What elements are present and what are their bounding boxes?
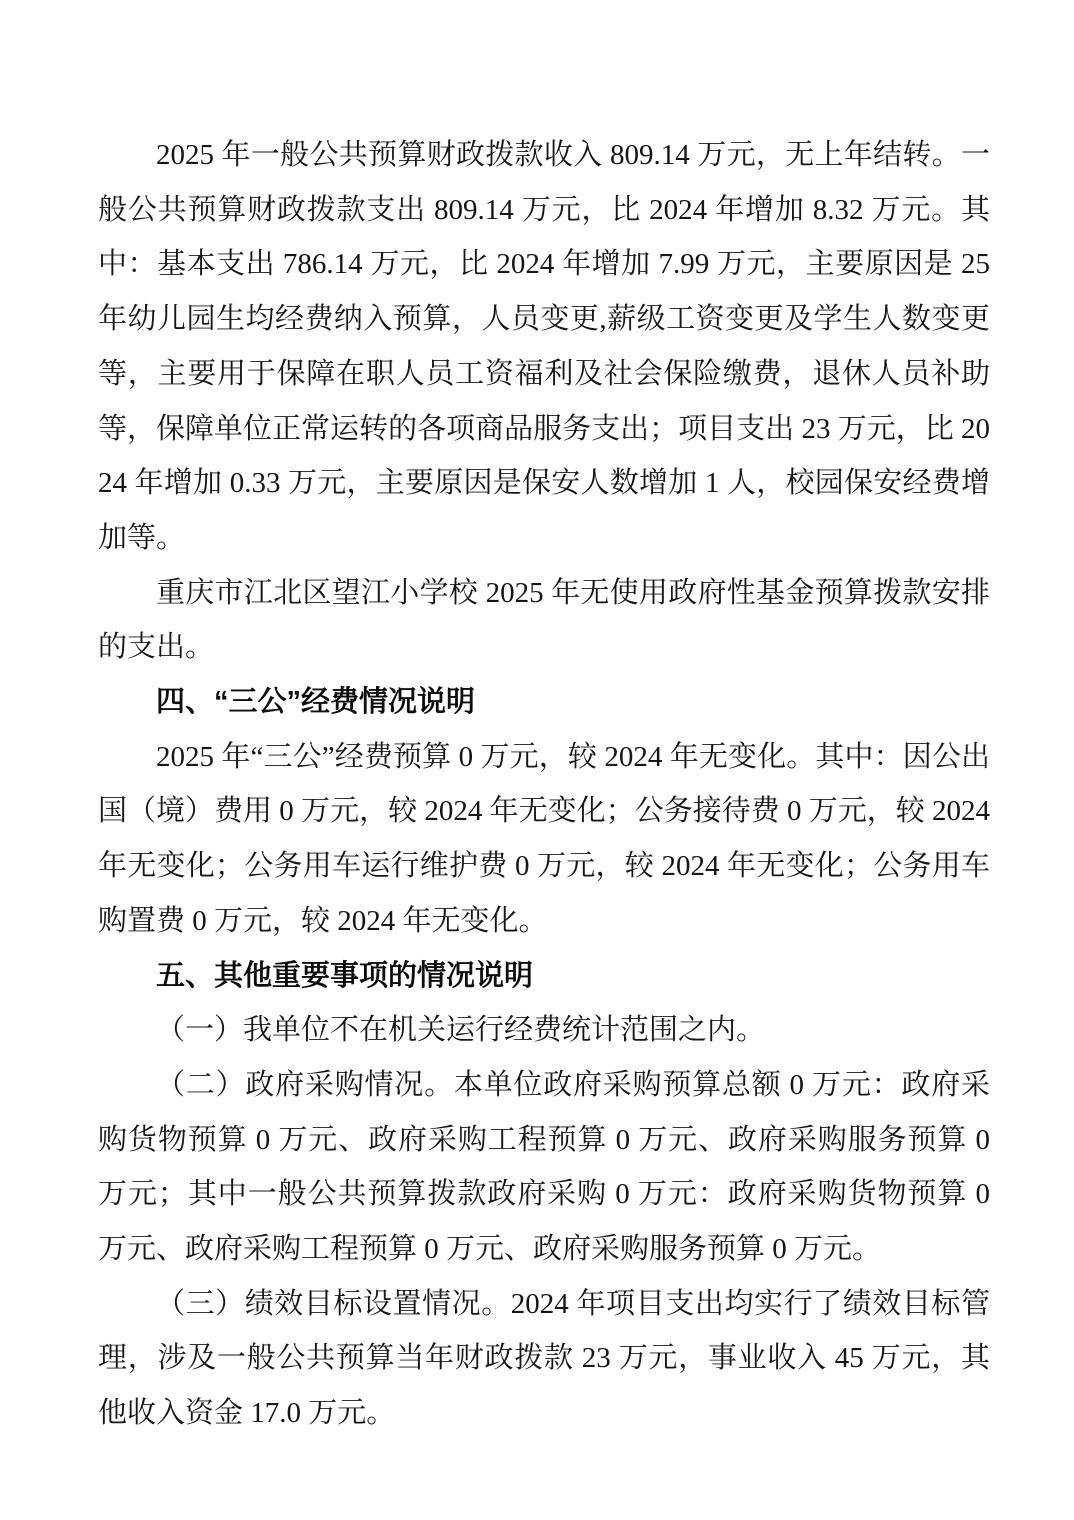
para-item-3-performance-targets: （三）绩效目标设置情况。2024 年项目支出均实行了绩效目标管理，涉及一般公共预算当年财政拨款 23 万元，事业收入 45 万元，其他收入资金 17.0 万元。	[98, 1287, 990, 1430]
para-three-public-funds-detail: 2025 年“三公”经费预算 0 万元，较 2024 年无变化。其中：因公出国（境）费用 0 万元，较 2024 年无变化；公务接待费 0 万元，较 2024 年无变化；公务用车运行维护费 0 万元，较 2024 年无变化；公务用车购置费 0 万元，较 2024 年无变化。	[98, 740, 990, 937]
para-item-1-agency-operating-funds: （一）我单位不在机关运行经费统计范围之内。	[156, 1014, 766, 1047]
para-general-public-budget-allocation: 2025 年一般公共预算财政拨款收入 809.14 万元，无上年结转。一般公共预算财政拨款支出 809.14 万元，比 2024 年增加 8.32 万元。其中：基本支出 786.14 万元，比 2024 年增加 7.99 万元，主要原因是 25 年幼儿园生均经费纳入预算，人员变更,薪级工资变更及学生人数变更等，主要用于保障在职人员工资福利及社会保险缴费，退休人员补助等，保障单位正常运转的各项商品服务支出；项目支出 23 万元，比 2024 年增加 0.33 万元，主要原因是保安人数增加 1 人，校园保安经费增加等。	[98, 139, 990, 554]
para-government-fund-budget: 重庆市江北区望江小学校 2025 年无使用政府性基金预算拨款安排的支出。	[98, 576, 990, 664]
para-item-2-government-procurement: （二）政府采购情况。本单位政府采购预算总额 0 万元：政府采购货物预算 0 万元、政府采购工程预算 0 万元、政府采购服务预算 0 万元；其中一般公共预算拨款政府采购 0 万元：政府采购货物预算 0 万元、政府采购工程预算 0 万元、政府采购服务预算 0 万元。	[98, 1068, 990, 1266]
heading-section-4-three-public-funds: 四、“三公”经费情况说明	[156, 686, 476, 719]
heading-section-5-other-important-matters: 五、其他重要事项的情况说明	[156, 959, 534, 992]
